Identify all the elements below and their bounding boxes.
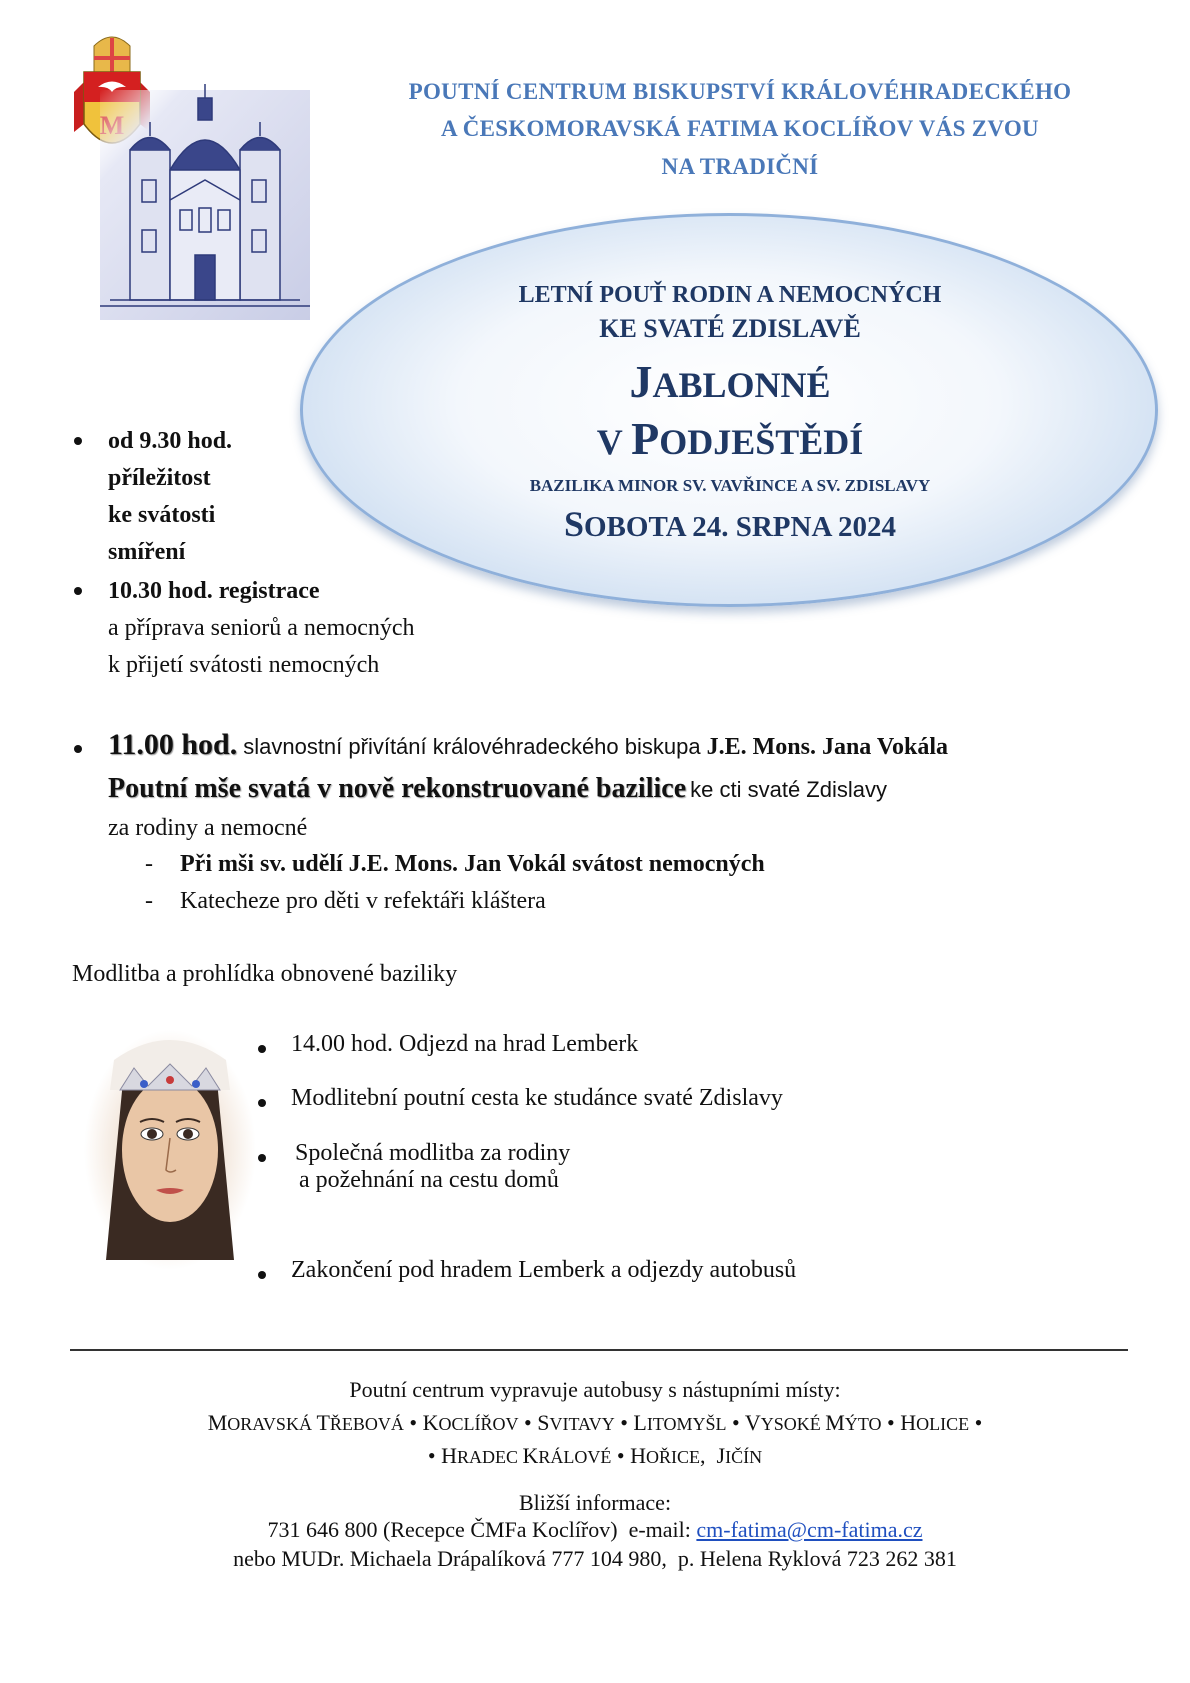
morning-item-1-line: smíření — [108, 539, 186, 565]
bullet-sep: • — [427, 1443, 436, 1468]
place2-rest: ODJEŠTĚDÍ — [659, 422, 864, 462]
morning-item-1 — [108, 423, 232, 571]
header-line-3: NA TRADIČNÍ — [661, 154, 819, 179]
date-rest: OBOTA 24. SRPNA 2024 — [583, 511, 897, 543]
phone-line — [60, 1517, 1130, 1543]
mass-sub-1: Při mši sv. udělí J.E. Mons. Jan Vokál svátost nemocných — [180, 851, 765, 877]
place2-pre: V — [596, 422, 632, 462]
contacts-line: nebo MUDr. Michaela Drápalíková 777 104 980, p. Helena Ryklová 723 262 381 — [233, 1546, 957, 1571]
mass-time: 11.00 hod. — [108, 728, 238, 761]
bullet-sep: • — [887, 1410, 895, 1435]
mass-title: Poutní mše svatá v nově rekonstruované bazilice — [108, 773, 687, 804]
morning-item-2-title: 10.30 hod. registrace — [108, 578, 320, 604]
afternoon-item-2: Modlitební poutní cesta ke studánce svaté Zdislavy — [291, 1085, 783, 1111]
event-title-line-2: KE SVATÉ ZDISLAVĚ — [599, 314, 861, 343]
afternoon-item-1: 14.00 hod. Odjezd na hrad Lemberk — [291, 1031, 639, 1057]
bullet-sep: • — [620, 1410, 628, 1435]
mass-line-3: za rodiny a nemocné — [108, 815, 308, 841]
afternoon-item-3-line: a požehnání na cestu domů — [299, 1167, 559, 1193]
bishop-je: J.E. — [706, 734, 747, 760]
bus-stop: LITOMYŠL — [633, 1410, 727, 1435]
mass-welcome: slavnostní přivítání královéhradeckého biskupa — [243, 734, 701, 759]
sub-dash: - — [145, 888, 153, 914]
afternoon-item-3 — [295, 1140, 570, 1194]
bullet-dot — [258, 1045, 266, 1053]
event-basilica: BAZILIKA MINOR SV. VAVŘINCE A SV. ZDISLAVY — [529, 476, 931, 495]
afternoon-item-3-line: Společná modlitba za rodiny — [295, 1140, 571, 1166]
morning-item-1-line: ke svátosti — [108, 502, 216, 528]
bullet-dot — [258, 1154, 266, 1162]
place1-rest: ABLONNÉ — [652, 365, 831, 405]
morning-item-1-line: příležitost — [108, 465, 211, 491]
basilica-image — [100, 80, 310, 320]
bus-stop: JIČÍN — [716, 1443, 763, 1468]
bullet-sep: • — [974, 1410, 983, 1435]
bus-stop: HOLICE — [900, 1410, 970, 1435]
place1-cap: J — [629, 356, 653, 407]
event-place-line-2 — [360, 412, 1100, 465]
place2-cap: P — [631, 413, 660, 464]
phone-text: 731 646 800 (Recepce ČMFa Koclířov) e-mail: — [267, 1517, 697, 1542]
event-ellipse — [300, 213, 1158, 607]
bullet-sep: • — [524, 1410, 532, 1435]
bullet-dot — [74, 587, 82, 595]
mass-line-2 — [108, 773, 887, 805]
header-line-2: A ČESKOMORAVSKÁ FATIMA KOCLÍŘOV VÁS ZVOU — [441, 116, 1039, 141]
bus-stop: HOŘICE — [630, 1443, 701, 1468]
morning-item-1-line: od 9.30 hod. — [108, 428, 233, 454]
bullet-dot — [74, 437, 82, 445]
divider — [70, 1349, 1128, 1351]
afternoon-item-4: Zakončení pod hradem Lemberk a odjezdy autobusů — [291, 1257, 797, 1283]
header-line-1: POUTNÍ CENTRUM BISKUPSTVÍ KRÁLOVÉHRADECKÉHO — [408, 79, 1072, 104]
email-link[interactable]: cm-fatima@cm-fatima.cz — [696, 1517, 923, 1542]
bus-stop: KOCLÍŘOV — [422, 1410, 519, 1435]
bus-stops-line-1 — [60, 1410, 1130, 1436]
bus-stop: SVITAVY — [537, 1410, 615, 1435]
morning-item-2 — [108, 573, 415, 684]
bus-stop: VYSOKÉ MÝTO — [744, 1410, 882, 1435]
mass-sub-2: Katecheze pro děti v refektáři kláštera — [180, 888, 546, 914]
bus-stops-line-2: • HRADEC KRÁLOVÉ • HOŘICE, JIČÍN — [427, 1443, 763, 1468]
saint-zdislava-image — [84, 1030, 256, 1270]
morning-item-2-line: a příprava seniorů a nemocných — [108, 615, 415, 641]
bus-stop: MORAVSKÁ TŘEBOVÁ — [207, 1410, 404, 1435]
event-date — [360, 503, 1100, 545]
mass-rest: ke cti svaté Zdislavy — [690, 777, 887, 802]
event-title-line-1: LETNÍ POUŤ RODIN A NEMOCNÝCH — [518, 282, 942, 308]
bishop-name: Mons. Jana Vokála — [752, 734, 949, 760]
bullet-sep: • — [732, 1410, 740, 1435]
morning-item-2-line: k přijetí svátosti nemocných — [108, 652, 380, 678]
event-place-line-1 — [360, 355, 1100, 408]
bullet-dot — [258, 1271, 266, 1279]
prayer-line: Modlitba a prohlídka obnovené baziliky — [72, 961, 458, 987]
bullet-sep: • — [616, 1443, 625, 1468]
mass-line-1 — [108, 728, 948, 762]
info-title: Bližší informace: — [518, 1490, 672, 1515]
bullet-sep: • — [409, 1410, 418, 1435]
date-cap: S — [563, 504, 584, 544]
bus-stop: HRADEC KRÁLOVÉ — [441, 1443, 612, 1468]
footer-intro: Poutní centrum vypravuje autobusy s nástupními místy: — [349, 1377, 841, 1402]
bullet-dot — [258, 1099, 266, 1107]
sub-dash: - — [145, 851, 153, 877]
bullet-dot — [74, 745, 82, 753]
